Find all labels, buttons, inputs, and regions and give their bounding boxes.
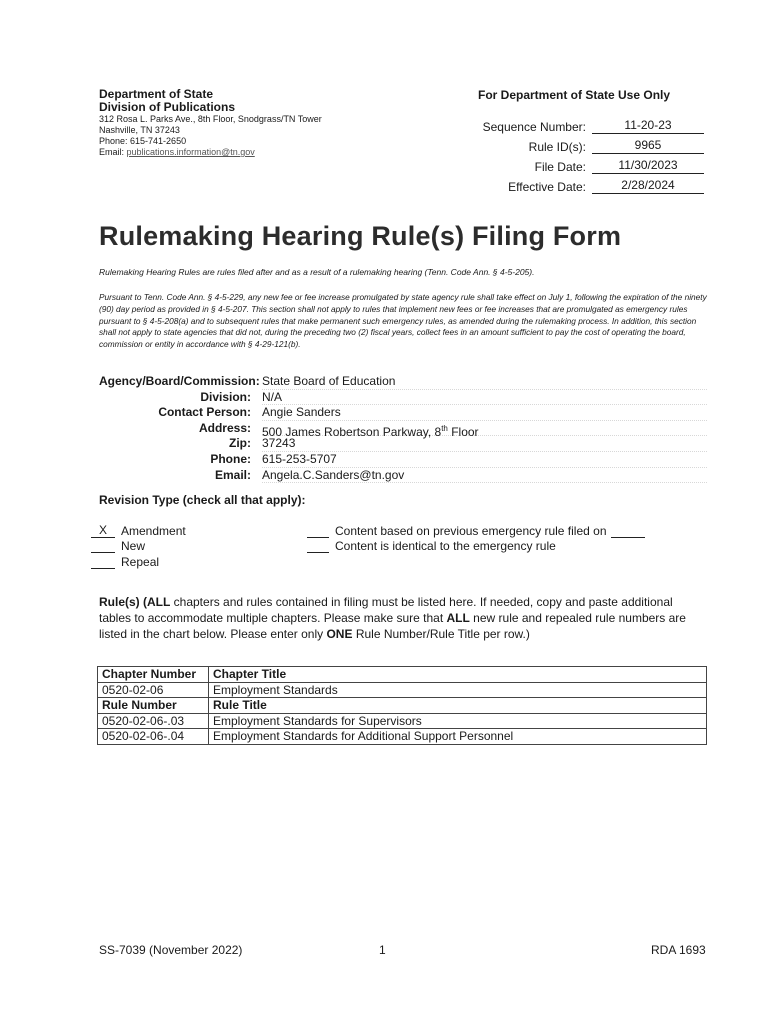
emergency-identical-check-field[interactable] xyxy=(307,539,329,553)
publisher-block xyxy=(99,88,322,158)
option-label: New xyxy=(121,539,146,553)
option-label: Content based on previous emergency rule filed on xyxy=(335,523,607,538)
rule-title-cell[interactable]: Employment Standards for Supervisors xyxy=(209,713,707,729)
rule-id-row xyxy=(478,134,708,154)
contact-row xyxy=(99,405,707,421)
revision-option-amendment xyxy=(91,522,186,538)
email-field[interactable]: Angela.C.Sanders@tn.gov xyxy=(262,468,707,484)
rda-number: RDA 1693 xyxy=(651,943,706,957)
chapter-title-cell[interactable]: Employment Standards xyxy=(209,682,707,698)
form-title: Rulemaking Hearing Rule(s) Filing Form xyxy=(99,221,622,251)
rule-number-cell[interactable]: 0520-02-06-.03 xyxy=(98,713,209,729)
rules-text: new rule and repealed rule numbers are listed in the chart below. Please enter only xyxy=(99,611,686,641)
email-line xyxy=(99,147,322,158)
rules-text: Rule Number/Rule Title per row.) xyxy=(352,627,530,641)
revision-option-new xyxy=(91,538,186,554)
file-date-row xyxy=(478,154,708,174)
option-label: Content is identical to the emergency rule xyxy=(335,539,556,553)
revision-type-heading: Revision Type (check all that apply): xyxy=(99,493,306,507)
intro-text: Rulemaking Hearing Rules are rules filed after and as a result of a rulemaking hearing (Tenn. Code Ann. § 4-5-205). xyxy=(99,267,535,277)
effective-date-row xyxy=(478,174,708,194)
state-use-block xyxy=(478,88,708,194)
rule-title-cell[interactable]: Employment Standards for Additional Support Personnel xyxy=(209,729,707,745)
agency-field[interactable]: State Board of Education xyxy=(262,374,707,390)
new-check-field[interactable] xyxy=(91,539,115,553)
agency-info-block xyxy=(99,374,707,483)
publications-email-link[interactable]: publications.information@tn.gov xyxy=(126,147,255,157)
sequence-number-field[interactable]: 11-20-23 xyxy=(592,118,704,134)
address-ordinal: th xyxy=(441,423,448,433)
amendment-check-field[interactable]: X xyxy=(91,524,115,538)
dept-name: Department of State xyxy=(99,87,214,101)
field-label: Rule ID(s): xyxy=(528,140,586,154)
division-row xyxy=(99,390,707,406)
emphasis-all: ALL xyxy=(147,595,171,609)
sequence-number-row xyxy=(478,114,708,134)
option-label: Amendment xyxy=(121,523,186,538)
field-label: Phone: xyxy=(210,451,251,466)
field-label: Contact Person: xyxy=(158,405,251,420)
field-label: File Date: xyxy=(534,160,586,174)
emphasis-all: ALL xyxy=(446,611,470,625)
revision-option-repeal xyxy=(91,553,186,569)
division-field[interactable]: N/A xyxy=(262,390,707,406)
revision-option-emergency-based xyxy=(307,522,645,538)
option-label: Repeal xyxy=(121,554,160,569)
rules-instructions xyxy=(99,594,699,642)
rules-text: chapters and rules contained in filing must be listed here. If needed, copy and paste additional tables to accommodate multiple chapters. Please make sure that xyxy=(99,595,673,625)
revision-options-right xyxy=(307,522,645,553)
file-date-field[interactable]: 11/30/2023 xyxy=(592,158,704,174)
table-cell: Rule Number xyxy=(98,698,209,714)
city-line: Nashville, TN 37243 xyxy=(99,125,180,135)
rules-lead: Rule(s) ( xyxy=(99,595,147,609)
zip-field[interactable]: 37243 xyxy=(262,436,707,452)
form-id: SS-7039 (November 2022) xyxy=(99,943,243,957)
rule-number-cell[interactable]: 0520-02-06-.04 xyxy=(98,729,209,745)
email-row xyxy=(99,468,707,484)
pursuant-paragraph: Pursuant to Tenn. Code Ann. § 4-5-229, any new fee or fee increase promulgated by state agency rule shall take effect on July 1, following the expiration of the ninety (90) day period as provided in § 4-5-207. This section shall not apply to rules that implement new fees or fee increases that are promulgated as emergency rules pursuant to § 4-5-208(a) and to subsequent rules that make permanent such emergency rules, as amended during the rulemaking process. In addition, this section shall not apply to state agencies that did not, during the preceding two (2) fiscal years, collect fees in an amount sufficient to pay the cost of operating the board, commission or entity in accordance with § 4-29-121(b). xyxy=(99,292,707,350)
effective-date-field[interactable]: 2/28/2024 xyxy=(592,178,704,194)
table-cell: Chapter Title xyxy=(209,667,707,683)
page-number: 1 xyxy=(379,943,386,957)
field-label: Zip: xyxy=(229,436,251,451)
phone-row xyxy=(99,452,707,468)
repeal-check-field[interactable] xyxy=(91,555,115,569)
zip-row xyxy=(99,436,707,452)
address-main: 500 James Robertson Parkway, 8 xyxy=(262,424,442,439)
rules-table xyxy=(97,666,707,745)
address-row xyxy=(99,421,707,437)
address-field[interactable] xyxy=(262,421,707,437)
contact-person-field[interactable]: Angie Sanders xyxy=(262,405,707,421)
table-cell: Chapter Number xyxy=(98,667,209,683)
revision-options-left xyxy=(91,522,186,569)
table-cell: Rule Title xyxy=(209,698,707,714)
chapter-number-cell[interactable]: 0520-02-06 xyxy=(98,682,209,698)
address-tail: Floor xyxy=(447,424,479,439)
address-line: 312 Rosa L. Parks Ave., 8th Floor, Snodgrass/TN Tower xyxy=(99,114,322,124)
emphasis-one: ONE xyxy=(326,627,353,641)
table-row xyxy=(98,682,707,698)
phone-field[interactable]: 615-253-5707 xyxy=(262,452,707,468)
table-header-row xyxy=(98,667,707,683)
rule-id-field[interactable]: 9965 xyxy=(592,138,704,154)
revision-option-emergency-identical xyxy=(307,538,645,554)
agency-row xyxy=(99,374,707,390)
emergency-based-check-field[interactable] xyxy=(307,524,329,538)
emergency-date-field[interactable] xyxy=(611,525,645,538)
state-use-title: For Department of State Use Only xyxy=(478,88,671,102)
table-header-row xyxy=(98,698,707,714)
table-row xyxy=(98,729,707,745)
field-label: Sequence Number: xyxy=(482,120,586,134)
phone-line: Phone: 615-741-2650 xyxy=(99,136,187,146)
email-label: Email: xyxy=(99,147,125,157)
field-label: Effective Date: xyxy=(508,180,586,194)
table-row xyxy=(98,713,707,729)
field-label: Division: xyxy=(200,389,251,404)
field-label: Email: xyxy=(214,467,251,482)
field-label: Address: xyxy=(198,420,251,435)
division-name: Division of Publications xyxy=(99,100,236,114)
field-label: Agency/Board/Commission: xyxy=(99,374,260,388)
